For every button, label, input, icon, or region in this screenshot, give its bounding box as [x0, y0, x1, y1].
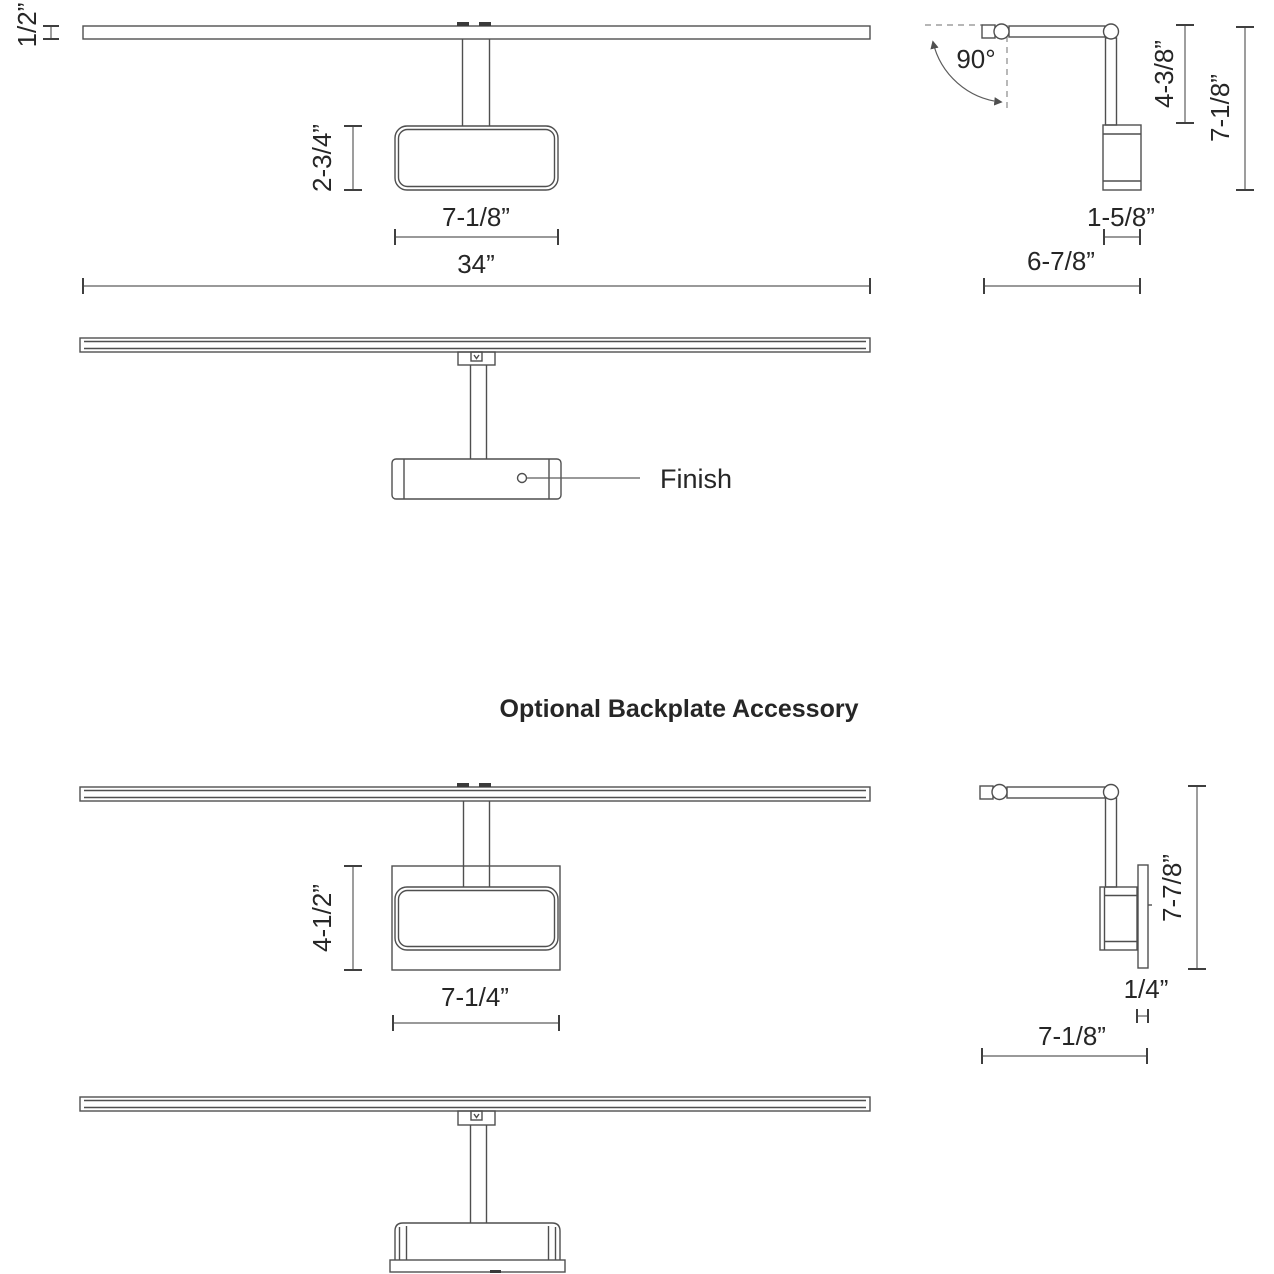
- side-view-backplate: [980, 785, 1206, 1065]
- front-view-backplate: [80, 783, 870, 1031]
- dim-side-overall-height: 7-1/8”: [1205, 74, 1235, 142]
- canopy-side: [1103, 125, 1141, 190]
- pivot-joint: [994, 24, 1009, 39]
- front-view-main: [12, 3, 870, 294]
- dim-overall-width: 34”: [457, 249, 495, 279]
- canopy: [395, 887, 558, 950]
- canopy: [392, 459, 561, 499]
- side-view-main: [925, 24, 1254, 294]
- dim-bar-thickness: 1/2”: [12, 2, 42, 48]
- pivot-joint: [1104, 785, 1119, 800]
- pivot-joint: [1104, 24, 1119, 39]
- light-bar: [80, 1097, 870, 1111]
- finish-callout: Finish: [660, 464, 733, 494]
- dim-canopy-height: 2-3/4”: [307, 124, 337, 192]
- vertical-arm: [1106, 798, 1117, 887]
- dim-drop-to-canopy: 4-3/8”: [1149, 40, 1179, 108]
- front-view-finish: [80, 338, 870, 499]
- canopy-side: [1100, 887, 1137, 950]
- dim-backplate-extension: 7-1/8”: [1038, 1021, 1106, 1051]
- dim-extension: 6-7/8”: [1027, 246, 1095, 276]
- canopy: [395, 1223, 560, 1260]
- arm: [1009, 26, 1105, 37]
- canopy-inner: [399, 891, 555, 947]
- dim-backplate-height: 4-1/2”: [307, 884, 337, 952]
- mount-notch: [479, 22, 491, 26]
- backplate: [392, 866, 560, 970]
- dim-backplate-width: 7-1/4”: [441, 982, 509, 1012]
- dim-canopy-depth: 1-5/8”: [1087, 202, 1155, 232]
- dim-backplate-thickness: 1/4”: [1123, 974, 1169, 1004]
- bar-cross-section: [980, 786, 993, 799]
- arm: [1007, 787, 1105, 798]
- light-bar: [83, 26, 870, 39]
- pivot-joint: [992, 785, 1007, 800]
- backplate-side: [1138, 865, 1148, 968]
- light-bar: [80, 787, 870, 801]
- vertical-arm: [1106, 38, 1117, 125]
- finish-point: [518, 474, 527, 483]
- dim-canopy-width: 7-1/8”: [442, 202, 510, 232]
- backplate: [390, 1260, 565, 1272]
- section-title: Optional Backplate Accessory: [499, 695, 859, 723]
- angle-label: 90°: [956, 44, 996, 74]
- canopy-inner: [399, 130, 555, 187]
- bar-cross-section: [982, 25, 995, 38]
- mount-notch: [457, 783, 469, 787]
- light-bar: [80, 338, 870, 352]
- canopy: [395, 126, 558, 190]
- dim-backplate-side-height: 7-7/8”: [1157, 854, 1187, 922]
- mount-notch: [479, 783, 491, 787]
- front-view-backplate-lower: [80, 1097, 870, 1273]
- mount-notch: [457, 22, 469, 26]
